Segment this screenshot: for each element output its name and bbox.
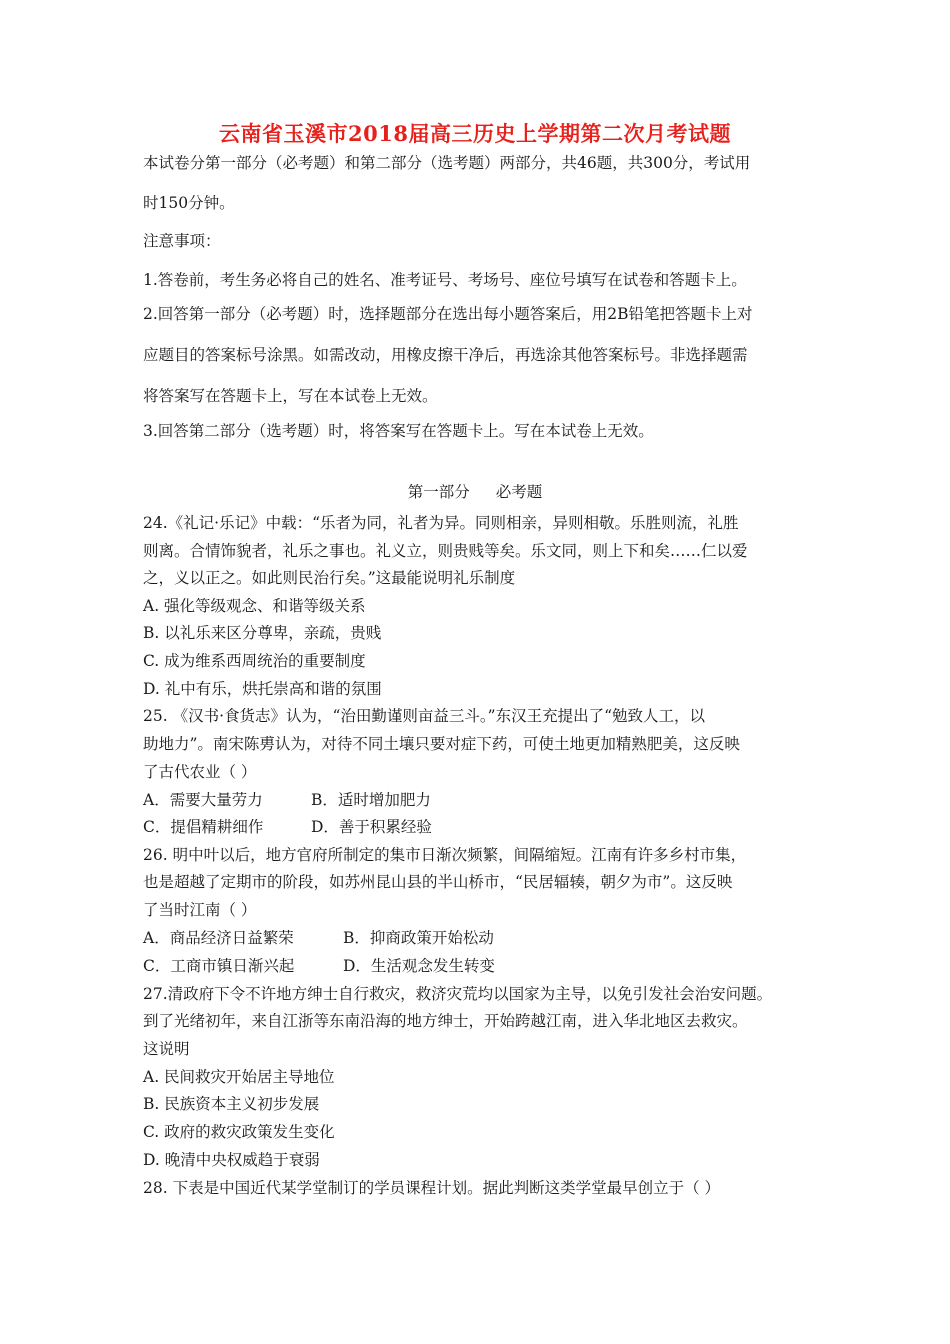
- notice-line-4: 将答案写在答题卡上，写在本试卷上无效。: [143, 387, 438, 405]
- q26-stem-2: 也是超越了定期市的阶段，如苏州昆山县的半山桥市，“民居辐辏，朝夕为市”。这反映: [143, 873, 733, 891]
- page-title: 云南省玉溪市2018届高三历史上学期第二次月考试题: [219, 121, 731, 146]
- q28-stem-1: 28. 下表是中国近代某学堂制订的学员课程计划。据此判断这类学堂最早创立于（ ）: [143, 1179, 721, 1197]
- q27-option-a: A. 民间救灾开始居主导地位: [143, 1068, 335, 1086]
- section-part: 第一部分: [407, 483, 470, 501]
- q24-option-a: A. 强化等级观念、和谐等级关系: [143, 597, 366, 615]
- q26-option-c: C．工商市镇日渐兴起: [143, 957, 295, 975]
- q27-stem-2: 到了光绪初年，来自江浙等东南沿海的地方绅士，开始跨越江南，进入华北地区去救灾。: [143, 1012, 748, 1030]
- notice-line-3: 应题目的答案标号涂黑。如需改动，用橡皮擦干净后，再选涂其他答案标号。非选择题需: [143, 346, 748, 364]
- q24-stem-1: 24.《礼记·乐记》中载：“乐者为同，礼者为异。同则相亲，异则相敬。乐胜则流，礼胜: [143, 514, 739, 532]
- intro-line-2: 时150分钟。: [143, 194, 235, 212]
- q25-stem-3: 了古代农业（ ）: [143, 763, 257, 781]
- q24-stem-3: 之，义以正之。如此则民治行矣。”这最能说明礼乐制度: [143, 569, 516, 587]
- q25-options-row-2: [143, 816, 432, 838]
- q27-option-b: B. 民族资本主义初步发展: [143, 1095, 320, 1113]
- notice-line-5: 3.回答第二部分（选考题）时，将答案写在答题卡上。写在本试卷上无效。: [143, 422, 654, 440]
- notice-line-1: 1.答卷前，考生务必将自己的姓名、准考证号、考场号、座位号填写在试卷和答题卡上。: [143, 271, 747, 289]
- section-heading: [0, 481, 950, 503]
- q27-stem-3: 这说明: [143, 1040, 190, 1058]
- q27-option-d: D. 晚清中央权威趋于衰弱: [143, 1151, 320, 1169]
- q25-option-d: D．善于积累经验: [311, 818, 432, 836]
- q25-option-a: A．需要大量劳力: [143, 791, 263, 809]
- notice-heading: 注意事项：: [143, 232, 221, 250]
- q26-option-d: D．生活观念发生转变: [343, 957, 495, 975]
- q24-option-c: C. 成为维系西周统治的重要制度: [143, 652, 366, 670]
- q25-option-c: C．提倡精耕细作: [143, 818, 264, 836]
- section-name: 必考题: [495, 483, 543, 501]
- q25-stem-2: 助地力”。南宋陈旉认为，对待不同土壤只要对症下药，可使土地更加精熟肥美，这反映: [143, 735, 740, 753]
- q26-options-row-2: [143, 955, 495, 977]
- q27-stem-1: 27.清政府下令不许地方绅士自行救灾，救济灾荒均以国家为主导，以免引发社会治安问题。: [143, 985, 773, 1003]
- q26-stem-3: 了当时江南（ ）: [143, 901, 257, 919]
- q25-options-row-1: [143, 789, 431, 811]
- q26-option-a: A．商品经济日益繁荣: [143, 929, 294, 947]
- q26-options-row-1: [143, 927, 494, 949]
- q24-stem-2: 则离。合情饰貌者，礼乐之事也。礼义立，则贵贱等矣。乐文同，则上下和矣……仁以爱: [143, 542, 748, 560]
- q26-option-b: B．抑商政策开始松动: [343, 929, 494, 947]
- notice-line-2: 2.回答第一部分（必考题）时，选择题部分在选出每小题答案后，用2B铅笔把答题卡上对: [143, 305, 753, 323]
- intro-line-1: 本试卷分第一部分（必考题）和第二部分（选考题）两部分，共46题，共300分，考试用: [143, 154, 751, 172]
- q27-option-c: C. 政府的救灾政策发生变化: [143, 1123, 335, 1141]
- q24-option-d: D. 礼中有乐，烘托崇高和谐的氛围: [143, 680, 382, 698]
- q24-option-b: B. 以礼乐来区分尊卑，亲疏，贵贱: [143, 624, 382, 642]
- q25-option-b: B．适时增加肥力: [311, 791, 431, 809]
- q26-stem-1: 26. 明中叶以后，地方官府所制定的集市日渐次频繁，间隔缩短。江南有许多乡村市集，: [143, 846, 747, 864]
- q25-stem-1: 25. 《汉书·食货志》认为，“治田勤谨则亩益三斗。”东汉王充提出了“勉致人工，以: [143, 707, 706, 725]
